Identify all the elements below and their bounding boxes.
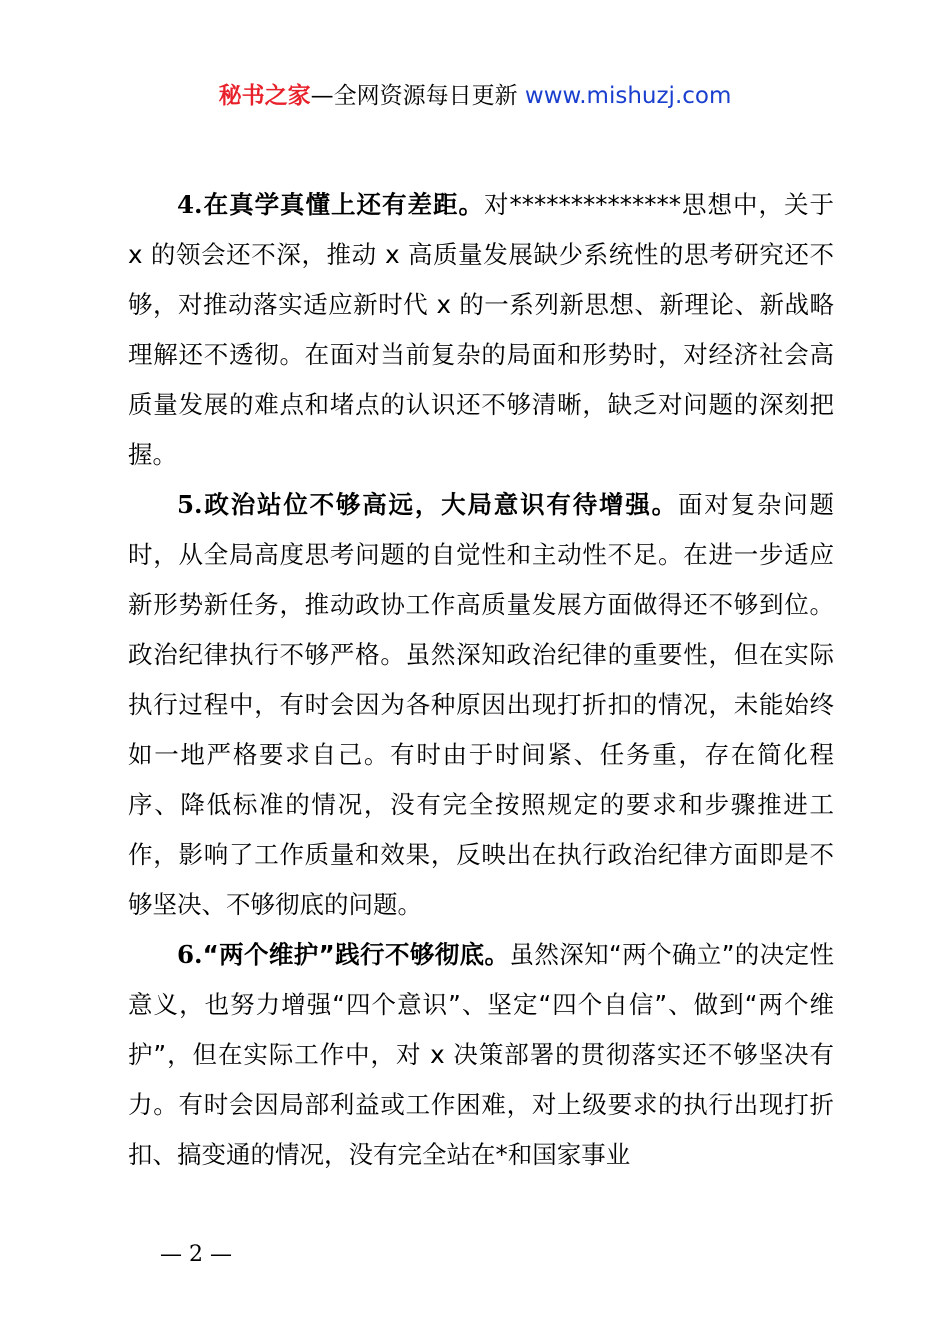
paragraph-number: 6. [177, 940, 203, 969]
paragraph-text: 对**************思想中，关于 x 的领会还不深，推动 x 高质量发展缺少系统性的思考研究还不够，对推动落实适应新时代 x 的一系列新思想、新理论、新战略理解还不透彻。在面对当前复杂的局面和形势时，对经济社会高质量发展的难点和堵点的认识还不够清晰，缺乏对问题的深刻把握。 [128, 190, 835, 469]
site-header [0, 80, 950, 112]
site-url-link[interactable]: www.mishuzj.com [524, 83, 732, 109]
paragraph-heading: 政治站位不够高远，大局意识有待增强。 [202, 490, 678, 519]
paragraph-5 [128, 480, 834, 930]
paragraph-text: 虽然深知“两个确立”的决定性意义，也努力增强“四个意识”、坚定“四个自信”、做到“两个维护”，但在实际工作中，对 x 决策部署的贯彻落实还不够坚决有力。有时会因局部利益或工作困难，对上级要求的执行出现打折扣、搞变通的情况，没有完全站在*和国家事业 [128, 940, 835, 1169]
paragraph-4 [128, 180, 834, 480]
document-body [128, 180, 834, 1180]
site-tagline: —全网资源每日更新 [310, 83, 525, 109]
paragraph-number: 4. [177, 190, 203, 219]
paragraph-heading: 在真学真懂上还有差距。 [202, 190, 485, 219]
site-brand: 秘书之家 [218, 83, 311, 109]
page-number: — 2 — [160, 1242, 232, 1267]
paragraph-text: 面对复杂问题时，从全局高度思考问题的自觉性和主动性不足。在进一步适应新形势新任务，推动政协工作高质量发展方面做得还不够到位。政治纪律执行不够严格。虽然深知政治纪律的重要性，但在实际执行过程中，有时会因为各种原因出现打折扣的情况，未能始终如一地严格要求自己。有时由于时间紧、任务重，存在简化程序、降低标准的情况，没有完全按照规定的要求和步骤推进工作，影响了工作质量和效果，反映出在执行政治纪律方面即是不够坚决、不够彻底的问题。 [128, 490, 834, 919]
paragraph-number: 5. [177, 490, 203, 519]
paragraph-6 [128, 930, 834, 1180]
paragraph-heading: “两个维护”践行不够彻底。 [202, 940, 510, 969]
